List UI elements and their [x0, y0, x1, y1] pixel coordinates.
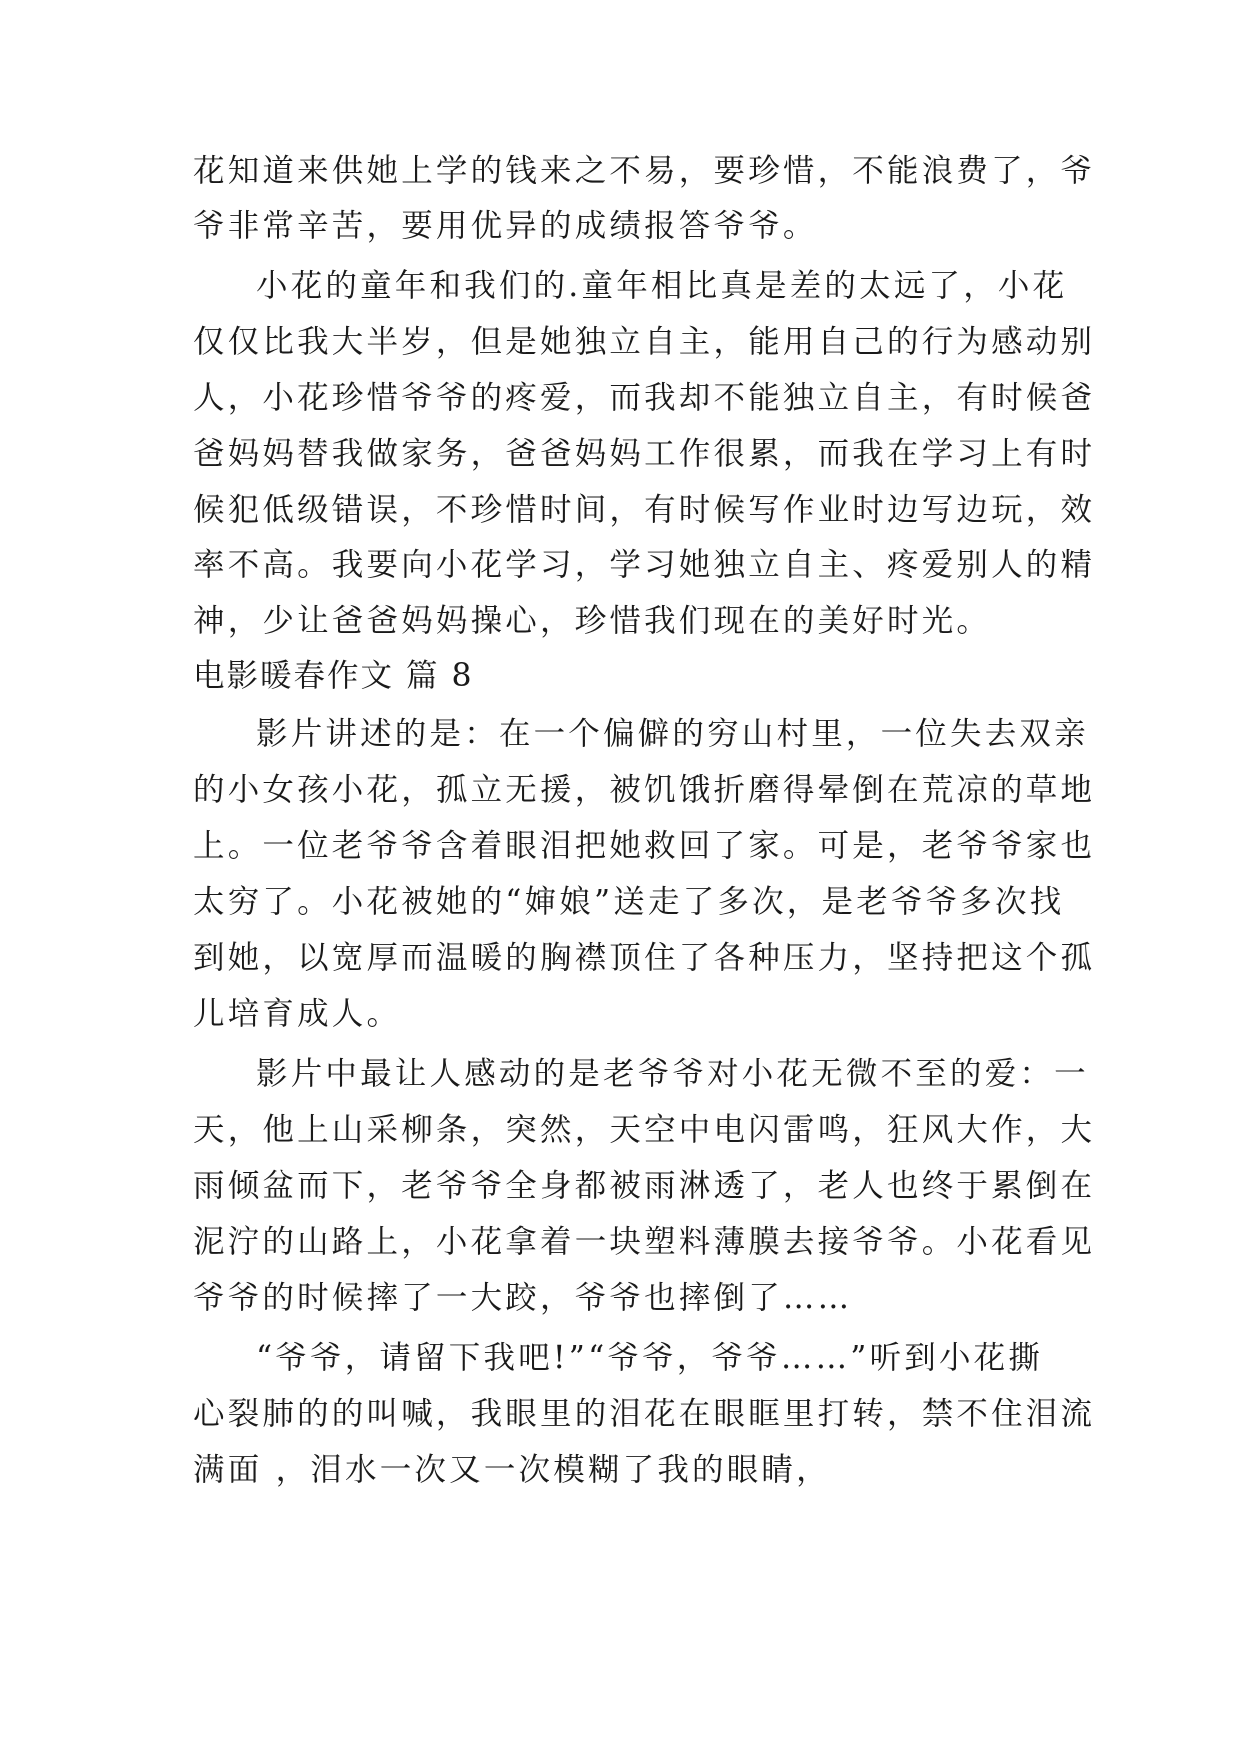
text-line: 太穷了。小花被她的“婶娘”送走了多次，是老爷爷多次找: [193, 884, 1065, 920]
paragraph-start-line: 小花的童年和我们的.童年相比真是差的太远了，小花: [256, 268, 1068, 304]
text-line: 儿培育成人。: [193, 996, 402, 1032]
text-line: 神，少让爸爸妈妈操心，珍惜我们现在的美好时光。: [193, 603, 992, 639]
section-heading: 电影暖春作文 篇 8: [193, 658, 474, 694]
text-line: 爸妈妈替我做家务，爸爸妈妈工作很累，而我在学习上有时: [193, 436, 1096, 472]
text-line: 爷爷的时候摔了一大跤，爷爷也摔倒了……: [193, 1280, 853, 1316]
text-line: 爷非常辛苦，要用优异的成绩报答爷爷。: [193, 208, 818, 244]
text-line: 仅仅比我大半岁，但是她独立自主，能用自己的行为感动别: [193, 324, 1096, 360]
text-line: 满面 ，泪水一次又一次模糊了我的眼睛，: [193, 1452, 831, 1488]
text-line: 率不高。我要向小花学习，学习她独立自主、疼爱别人的精: [193, 547, 1096, 583]
text-line: 花知道来供她上学的钱来之不易，要珍惜，不能浪费了，爷: [193, 153, 1096, 189]
text-line: 人，小花珍惜爷爷的疼爱，而我却不能独立自主，有时候爸: [193, 380, 1096, 416]
text-line: 天，他上山采柳条，突然，天空中电闪雷鸣，狂风大作，大: [193, 1112, 1096, 1148]
paragraph-start-line: 影片讲述的是：在一个偏僻的穷山村里，一位失去双亲: [256, 716, 1089, 752]
text-line: 雨倾盆而下，老爷爷全身都被雨淋透了，老人也终于累倒在: [193, 1168, 1096, 1204]
text-line: 上。一位老爷爷含着眼泪把她救回了家。可是，老爷爷家也: [193, 828, 1096, 864]
paragraph-start-line: “爷爷，请留下我吧!”“爷爷，爷爷……”听到小花撕: [256, 1340, 1044, 1376]
paragraph-start-line: 影片中最让人感动的是老爷爷对小花无微不至的爱：一: [256, 1056, 1089, 1092]
text-line: 候犯低级错误，不珍惜时间，有时候写作业时边写边玩，效: [193, 492, 1096, 528]
text-line: 的小女孩小花，孤立无援，被饥饿折磨得晕倒在荒凉的草地: [193, 772, 1096, 808]
text-line: 到她，以宽厚而温暖的胸襟顶住了各种压力，坚持把这个孤: [193, 940, 1096, 976]
text-line: 泥泞的山路上，小花拿着一块塑料薄膜去接爷爷。小花看见: [193, 1224, 1096, 1260]
text-line: 心裂肺的的叫喊，我眼里的泪花在眼眶里打转，禁不住泪流: [193, 1396, 1096, 1432]
